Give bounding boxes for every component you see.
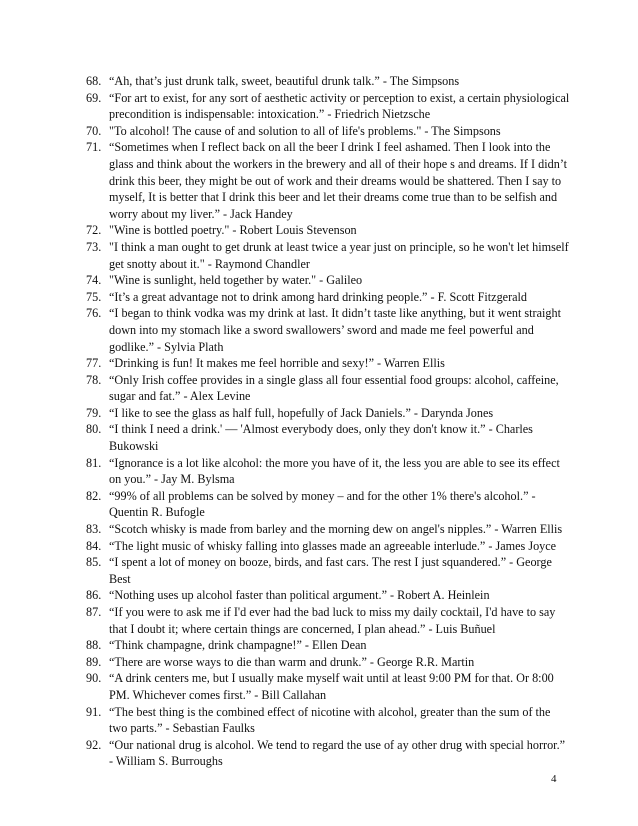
list-item: [86, 123, 570, 140]
quote-number: 73.: [86, 239, 102, 254]
quote-number: 72.: [86, 223, 102, 238]
quote-text: “Ignorance is a lot like alcohol: the more you have of it, the less you are able to see its effect on you.” - Jay M. Bylsma: [109, 455, 560, 487]
quote-text: “The light music of whisky falling into glasses made an agreeable interlude.” - James Joyce: [109, 538, 557, 553]
list-item: [86, 139, 570, 222]
list-item: [86, 654, 570, 671]
list-item: [86, 455, 570, 488]
list-item: [86, 289, 570, 306]
quote-number: 78.: [86, 372, 102, 387]
list-item: [86, 704, 570, 737]
quote-text: “The best thing is the combined effect of nicotine with alcohol, greater than the sum of the two parts.” - Sebastian Faulks: [109, 704, 551, 736]
quote-text: “If you were to ask me if I'd ever had the bad luck to miss my daily cocktail, I'd have to say that I doubt it; where certain things are concerned, I plan ahead.” - Luis Buñuel: [109, 605, 556, 636]
list-item: [86, 73, 570, 90]
quote-text: “I spent a lot of money on booze, birds, and fast cars. The rest I just squandered.” - George Best: [109, 555, 552, 586]
quote-text: “Think champagne, drink champagne!” - Ellen Dean: [109, 638, 367, 653]
quote-text: "Wine is bottled poetry." - Robert Louis Stevenson: [109, 223, 357, 238]
quote-number: 85.: [86, 555, 102, 570]
quote-number: 81.: [86, 455, 102, 470]
quote-text: “Sometimes when I reflect back on all the beer I drink I feel ashamed. Then I look into the glass and think about the workers in the brewery and all of their hope s and dreams. If I didn’t drink this beer, they might be out of work and their dreams would be shattered. Then I say to myself, It is better that I drink this beer and let their dreams come true than to be selfish and worry about my liver.” - Jack Handey: [109, 140, 568, 221]
quote-number: 87.: [86, 605, 102, 619]
quote-text: “A drink centers me, but I usually make myself wait until at least 9:00 PM for that. Or 8:00 PM. Whichever comes first.” - Bill Callahan: [109, 671, 554, 702]
quote-text: “Only Irish coffee provides in a single glass all four essential food groups: alcohol, caffeine, sugar and fat.” - Alex Levine: [109, 372, 559, 404]
quote-text: “Drinking is fun! It makes me feel horrible and sexy!” - Warren Ellis: [109, 356, 445, 371]
list-item: [86, 587, 570, 604]
quote-text: “Nothing uses up alcohol faster than political argument.” - Robert A. Heinlein: [109, 588, 490, 603]
quote-number: 89.: [86, 654, 102, 669]
quote-number: 76.: [86, 306, 102, 321]
quote-number: 82.: [86, 488, 102, 503]
quote-text: “99% of all problems can be solved by money – and for the other 1% there's alcohol.” - Quentin R. Bufogle: [109, 488, 536, 520]
quote-number: 83.: [86, 522, 102, 537]
list-item: [86, 239, 570, 272]
quote-text: “Scotch whisky is made from barley and the morning dew on angel's nipples.” - Warren Ellis: [109, 522, 563, 537]
quote-text: “I think I need a drink.' — 'Almost everybody does, only they don't know it.” - Charles Bukowski: [109, 422, 533, 454]
list-item: [86, 222, 570, 239]
quote-text: “Our national drug is alcohol. We tend to regard the use of ay other drug with special horror.” - William S. Burroughs: [109, 737, 566, 769]
list-item: [86, 488, 570, 521]
quote-text: “Ah, that’s just drunk talk, sweet, beautiful drunk talk.” - The Simpsons: [109, 74, 460, 88]
list-item: [86, 355, 570, 372]
list-item: [86, 538, 570, 555]
quote-text: "I think a man ought to get drunk at least twice a year just on principle, so he won't let himself get snotty about it." - Raymond Chandler: [109, 239, 569, 271]
quote-number: 74.: [86, 273, 102, 288]
list-item: [86, 554, 570, 587]
quote-number: 75.: [86, 289, 102, 304]
quote-number: 79.: [86, 405, 102, 420]
quote-list: [86, 73, 570, 770]
list-item: [86, 305, 570, 355]
quote-text: “For art to exist, for any sort of aesthetic activity or perception to exist, a certain physiological precondition is indispensable: intoxication.” - Friedrich Nietzsche: [109, 90, 570, 122]
quote-text: “There are worse ways to die than warm and drunk.” - George R.R. Martin: [109, 654, 475, 669]
quote-text: “I began to think vodka was my drink at last. It didn’t taste like anything, but it went straight down into my stomach like a sword swallowers’ sword and made me feel powerful and godlike.” - Sylvia Plath: [109, 306, 561, 354]
quote-number: 71.: [86, 140, 102, 155]
list-item: [86, 637, 570, 654]
quote-number: 90.: [86, 671, 102, 686]
quote-number: 77.: [86, 356, 102, 371]
list-item: [86, 670, 570, 703]
list-item: [86, 521, 570, 538]
quote-number: 84.: [86, 538, 102, 553]
list-item: [86, 90, 570, 123]
quote-number: 88.: [86, 638, 102, 653]
quote-number: 69.: [86, 90, 102, 105]
list-item: [86, 372, 570, 405]
list-item: [86, 272, 570, 289]
quote-number: 91.: [86, 704, 102, 719]
quote-text: “I like to see the glass as half full, hopefully of Jack Daniels.” - Darynda Jones: [109, 405, 494, 420]
quote-number: 70.: [86, 123, 102, 138]
list-item: [86, 421, 570, 454]
quote-text: “It’s a great advantage not to drink among hard drinking people.” - F. Scott Fitzgerald: [109, 289, 528, 304]
quote-number: 80.: [86, 422, 102, 437]
page-number: 4: [551, 773, 557, 785]
quote-number: 92.: [86, 737, 102, 752]
quote-number: 68.: [86, 74, 102, 88]
list-item: [86, 604, 570, 637]
quote-text: "To alcohol! The cause of and solution to all of life's problems." - The Simpsons: [109, 123, 501, 138]
quote-number: 86.: [86, 588, 102, 603]
quote-text: "Wine is sunlight, held together by water." - Galileo: [109, 273, 363, 288]
list-item: [86, 737, 570, 770]
list-item: [86, 405, 570, 422]
